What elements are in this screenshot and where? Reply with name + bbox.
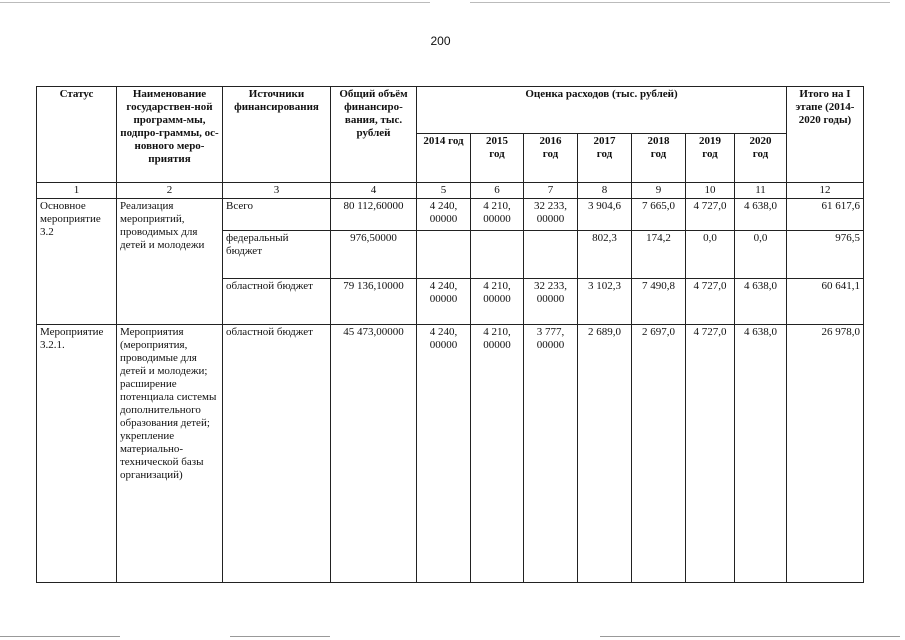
year-cell: 7 490,8 [632,279,686,325]
header-expense-estimate: Оценка расходов (тыс. рублей) [417,87,787,134]
stage-total-cell: 61 617,6 [787,199,864,231]
year-cell: 4 210, 00000 [471,199,524,231]
stage-total-cell: 976,5 [787,231,864,279]
page-number: 200 [430,34,451,48]
table-row-measure-3-2-1 [37,325,864,583]
year-cell: 4 727,0 [686,325,735,583]
year-cell: 32 233, 00000 [524,279,578,325]
bottom-scan-rule [600,636,900,637]
column-number: 10 [686,183,735,199]
year-cell: 32 233, 00000 [524,199,578,231]
year-cell: 2 689,0 [578,325,632,583]
group2-name: Мероприятия (мероприятия, проводимые для детей и молодежи; расширение потенциала системы дополнительного образования детей; укрепление материально-технической базы организаций) [117,325,223,583]
bottom-scan-rule [0,636,120,637]
column-number: 12 [787,183,864,199]
year-cell: 4 638,0 [735,199,787,231]
header-year-2017: 2017 год [578,134,632,183]
header-year-2015: 2015 год [471,134,524,183]
column-number: 2 [117,183,223,199]
column-number: 6 [471,183,524,199]
year-cell [417,231,471,279]
year-cell: 3 102,3 [578,279,632,325]
year-cell: 802,3 [578,231,632,279]
header-year-2016: 2016 год [524,134,578,183]
column-number: 3 [223,183,331,199]
header-row-1 [37,87,864,134]
year-cell: 4 210, 00000 [471,325,524,583]
source-cell: федеральный бюджет [223,231,331,279]
group2-status: Мероприятие 3.2.1. [37,325,117,583]
column-number: 1 [37,183,117,199]
year-cell: 4 727,0 [686,199,735,231]
total-cell: 80 112,60000 [331,199,417,231]
group1-status: Основное мероприятие 3.2 [37,199,117,325]
stage-total-cell: 60 641,1 [787,279,864,325]
expense-table [36,86,864,583]
source-cell: Всего [223,199,331,231]
header-total-volume: Общий объём финансиро-вания, тыс. рублей [331,87,417,183]
column-number: 7 [524,183,578,199]
bottom-scan-rule [230,636,330,637]
year-cell: 7 665,0 [632,199,686,231]
total-cell: 79 136,10000 [331,279,417,325]
year-cell: 3 904,6 [578,199,632,231]
column-number-row [37,183,864,199]
total-cell: 976,50000 [331,231,417,279]
year-cell: 4 638,0 [735,325,787,583]
header-name: Наименование государствен-ной программ-мы, подпро-граммы, ос-новного меро-приятия [117,87,223,183]
header-year-2014: 2014 год [417,134,471,183]
group1-name: Реализация мероприятий, проводимых для детей и молодежи [117,199,223,325]
year-cell: 4 240, 00000 [417,199,471,231]
year-cell: 3 777, 00000 [524,325,578,583]
year-cell [471,231,524,279]
column-number: 11 [735,183,787,199]
year-cell: 4 727,0 [686,279,735,325]
table-row-total [37,199,864,231]
year-cell: 2 697,0 [632,325,686,583]
total-cell: 45 473,00000 [331,325,417,583]
year-cell: 0,0 [686,231,735,279]
column-number: 5 [417,183,471,199]
header-status: Статус [37,87,117,183]
source-cell: областной бюджет [223,325,331,583]
header-year-2019: 2019 год [686,134,735,183]
top-scan-rule-right [470,2,890,3]
stage-total-cell: 26 978,0 [787,325,864,583]
column-number: 8 [578,183,632,199]
source-cell: областной бюджет [223,279,331,325]
year-cell: 4 638,0 [735,279,787,325]
year-cell: 4 240, 00000 [417,325,471,583]
header-total-stage: Итого на I этапе (2014-2020 годы) [787,87,864,183]
year-cell: 4 210, 00000 [471,279,524,325]
column-number: 4 [331,183,417,199]
header-sources: Источники финансирования [223,87,331,183]
year-cell: 0,0 [735,231,787,279]
column-number: 9 [632,183,686,199]
year-cell [524,231,578,279]
year-cell: 174,2 [632,231,686,279]
header-year-2018: 2018 год [632,134,686,183]
header-year-2020: 2020 год [735,134,787,183]
top-scan-rule-left [0,2,430,3]
year-cell: 4 240, 00000 [417,279,471,325]
